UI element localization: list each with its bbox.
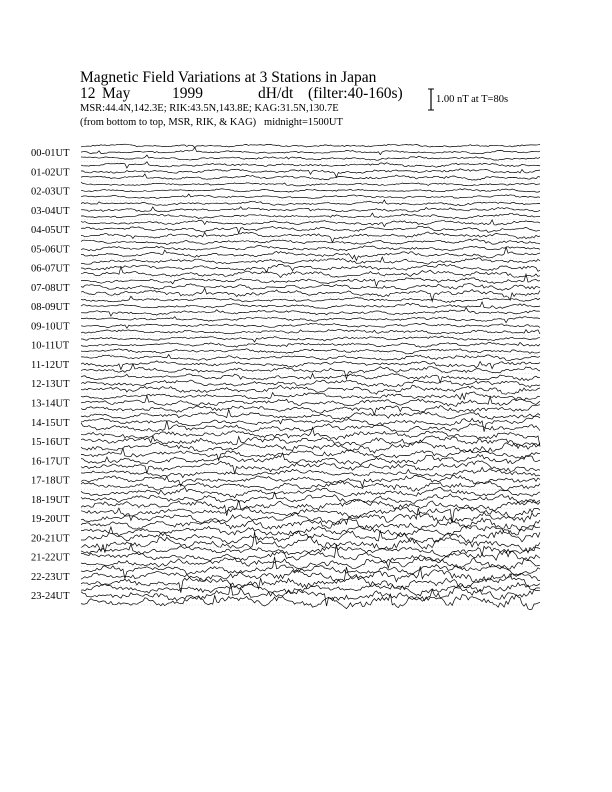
station-trace [81, 162, 540, 168]
station-trace [81, 246, 540, 251]
station-trace [81, 508, 540, 525]
hour-row [31, 374, 540, 395]
station-trace [81, 453, 540, 465]
hour-row [31, 355, 540, 380]
hour-row [31, 467, 540, 491]
station-trace [81, 220, 540, 227]
hour-row-label: 13-14UT [31, 398, 70, 410]
hour-row [31, 239, 540, 260]
hour-row [31, 200, 540, 220]
station-trace [81, 296, 540, 302]
station-trace [81, 336, 540, 342]
hour-row [31, 257, 540, 277]
hour-row-label: 01-02UT [31, 167, 70, 179]
station-trace [81, 284, 540, 291]
station-trace [81, 169, 540, 177]
station-trace [81, 349, 540, 354]
date-year: 1999 [172, 85, 203, 102]
station-trace [81, 147, 540, 154]
hour-row-label: 16-17UT [31, 456, 70, 468]
hour-row-label: 06-07UT [31, 263, 70, 275]
station-trace [81, 557, 540, 579]
filter-label: (filter:40-160s) [308, 85, 403, 102]
hour-row [31, 317, 540, 336]
station-trace [81, 144, 540, 147]
station-trace [81, 374, 540, 383]
hour-row-label: 15-16UT [31, 437, 70, 449]
station-trace [81, 380, 540, 388]
hour-row [31, 162, 540, 181]
station-trace [81, 317, 540, 323]
station-trace [81, 567, 540, 583]
station-trace [81, 155, 540, 160]
hour-row [31, 220, 540, 243]
station-trace [81, 226, 540, 233]
hour-row [31, 296, 540, 316]
station-trace [81, 232, 540, 242]
station-trace [81, 274, 540, 286]
hour-row-label: 12-13UT [31, 379, 70, 391]
station-trace [81, 342, 540, 347]
date-month: May [102, 85, 131, 102]
hour-row-label: 23-24UT [31, 591, 70, 603]
hour-row [31, 428, 540, 454]
station-trace [81, 194, 540, 199]
station-trace [81, 405, 540, 415]
station-trace [81, 558, 540, 569]
station-trace [81, 487, 540, 498]
waveform-rows [31, 144, 540, 610]
hour-row-label: 18-19UT [31, 494, 70, 506]
scale-bar-label: 1.00 nT at T=80s [436, 94, 509, 105]
date-day: 12 [80, 85, 96, 102]
station-trace [81, 355, 540, 361]
figure-title: Magnetic Field Variations at 3 Stations in Japan [80, 69, 377, 86]
station-trace [81, 467, 540, 477]
hour-row [31, 274, 540, 301]
hour-row-label: 10-11UT [31, 340, 70, 352]
hour-row [31, 144, 540, 162]
station-trace [81, 364, 540, 379]
station-trace [81, 475, 540, 487]
midnight-note: midnight=1500UT [264, 117, 343, 128]
hour-row-label: 09-10UT [31, 321, 70, 333]
hour-row [31, 336, 540, 355]
hour-row [31, 392, 540, 415]
station-trace [81, 448, 540, 460]
hour-row-label: 14-15UT [31, 417, 70, 429]
hour-row-label: 20-21UT [31, 533, 70, 545]
station-trace [81, 516, 540, 531]
hour-row-label: 07-08UT [31, 282, 70, 294]
station-trace [81, 323, 540, 328]
hour-row [31, 182, 540, 200]
hour-row-label: 17-18UT [31, 475, 70, 487]
hour-row-label: 03-04UT [31, 205, 70, 217]
quantity-label: dH/dt [258, 85, 294, 102]
station-trace [81, 308, 540, 316]
hour-row [31, 544, 540, 569]
hour-row [31, 557, 540, 593]
order-note: (from bottom to top, MSR, RIK, & KAG) [80, 117, 257, 128]
hour-row-label: 00-01UT [31, 148, 70, 159]
station-trace [81, 329, 540, 334]
hour-row-label: 21-22UT [31, 552, 70, 564]
station-trace [81, 396, 540, 407]
station-trace [81, 544, 540, 562]
scale-bar [428, 89, 434, 110]
station-trace [81, 361, 540, 370]
hour-row [31, 526, 540, 553]
hour-row [31, 409, 540, 432]
hour-row-label: 19-20UT [31, 514, 70, 526]
station-trace [81, 527, 540, 544]
station-trace [81, 492, 540, 504]
station-trace [81, 302, 540, 309]
station-coordinates: MSR:44.4N,142.3E; RIK:43.5N,143.8E; KAG:31.5N,130.7E [80, 103, 339, 114]
station-trace [81, 207, 540, 212]
station-trace [81, 264, 540, 272]
hour-row-label: 04-05UT [31, 225, 70, 237]
hour-row-label: 05-06UT [31, 244, 70, 256]
hour-row-label: 08-09UT [31, 302, 70, 314]
station-trace [81, 213, 540, 218]
station-trace [81, 182, 540, 186]
hour-row-label: 02-03UT [31, 186, 70, 198]
hour-row-label: 11-12UT [31, 359, 70, 371]
station-trace [81, 239, 540, 245]
station-trace [81, 200, 540, 206]
station-trace [81, 526, 540, 536]
station-trace [81, 500, 540, 522]
station-trace [81, 481, 540, 491]
station-trace [81, 189, 540, 192]
hour-row [31, 583, 540, 610]
hour-row-label: 22-23UT [31, 571, 70, 583]
